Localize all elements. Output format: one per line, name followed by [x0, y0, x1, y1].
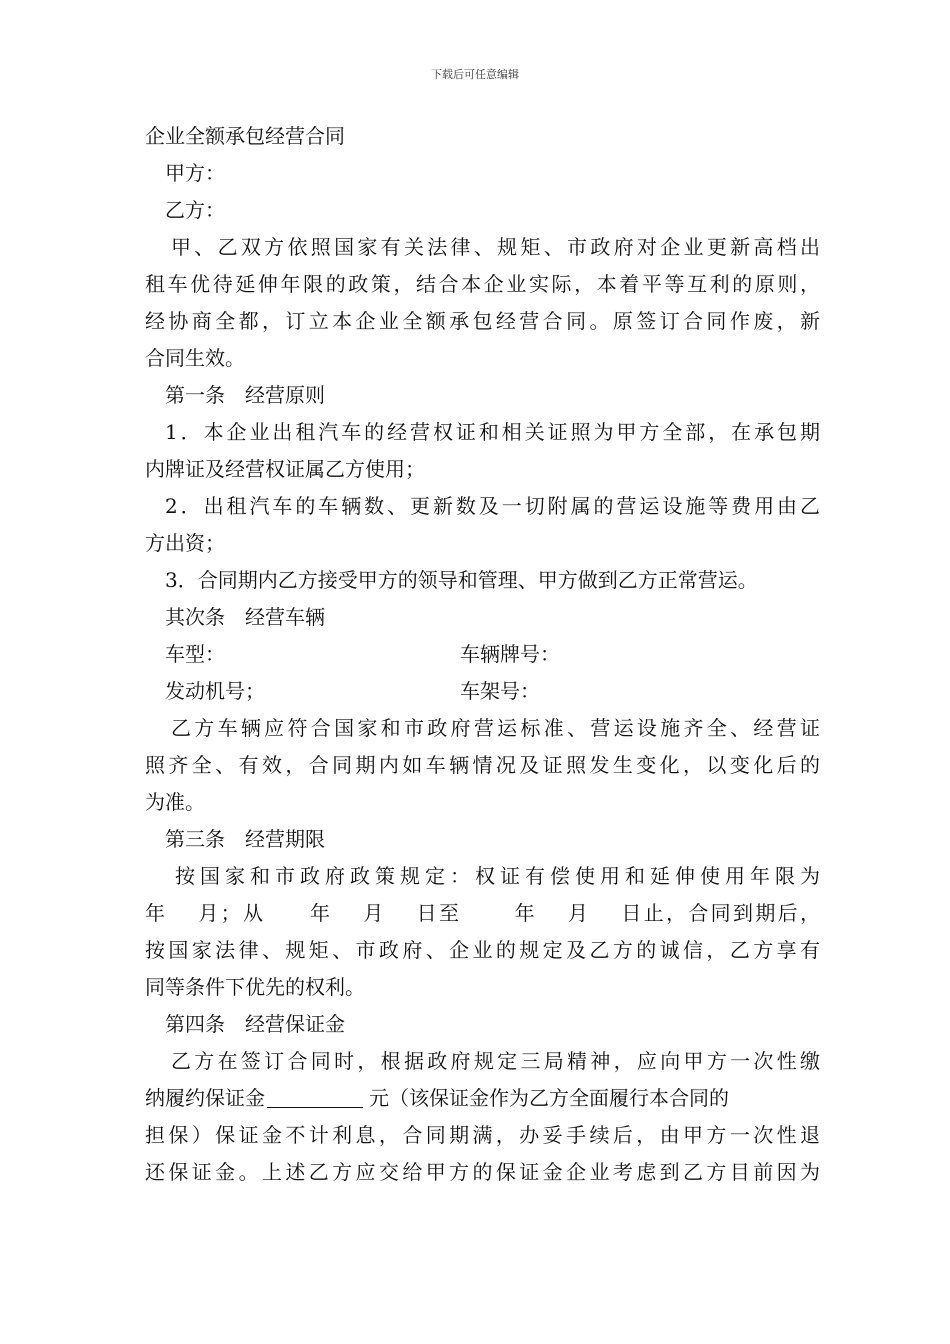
article-1-item: 方出资； — [145, 531, 225, 555]
deposit-amount-blank — [267, 1085, 363, 1108]
article-1-item: 1．本企业出租汽车的经营权证和相关证照为甲方全部，在承包期 — [165, 420, 820, 444]
article-3-body: 同等条件下优先的权利。 — [145, 975, 365, 999]
document-title: 企业全额承包经营合同 — [145, 124, 345, 148]
article-3-heading: 第三条 经营期限 — [165, 827, 325, 851]
article-3-body: 按国家法律、规矩、市政府、企业的规定及乙方的诚信，乙方享有 — [145, 938, 820, 962]
party-a-label: 甲方： — [165, 161, 225, 185]
article-4-body: 担保）保证金不计利息，合同期满，办妥手续后，由甲方一次性退 — [145, 1123, 820, 1147]
intro-line: 甲、乙双方依照国家有关法律、规矩、市政府对企业更新高档出 — [171, 235, 820, 259]
article-1-item: 2．出租汽车的车辆数、更新数及一切附属的营运设施等费用由乙 — [165, 494, 820, 518]
article-2-body: 照齐全、有效，合同期内如车辆情况及证照发生变化，以变化后的 — [145, 753, 820, 777]
article-1-heading: 第一条 经营原则 — [165, 383, 325, 407]
intro-line: 经协商全都，订立本企业全额承包经营合同。原签订合同作废，新 — [145, 309, 820, 333]
article-2-body: 为准。 — [145, 790, 205, 814]
deposit-label: 纳履约保证金 — [145, 1086, 265, 1110]
intro-line: 合同生效。 — [145, 346, 245, 370]
vehicle-fields-row — [145, 636, 820, 673]
article-3-body: 按国家和市政府政策规定：权证有偿使用和延伸使用年限为 — [175, 864, 820, 888]
party-b-label: 乙方： — [165, 198, 225, 222]
article-1-item: 内牌证及经营权证属乙方使用； — [145, 457, 425, 481]
page-header: 下载后可任意编辑 — [431, 68, 519, 81]
article-3-body: 年 月；从 年 月 日至 年 月 日止，合同到期后， — [145, 901, 820, 925]
article-4-heading: 第四条 经营保证金 — [165, 1012, 345, 1036]
article-4-body — [145, 1080, 820, 1117]
intro-line: 租车优待延伸年限的政策，结合本企业实际，本着平等互利的原则， — [145, 272, 820, 296]
car-model-label: 车型： — [165, 642, 225, 666]
article-2-heading: 其次条 经营车辆 — [165, 605, 325, 629]
article-4-body: 乙方在签订合同时，根据政府规定三局精神，应向甲方一次性缴 — [171, 1049, 820, 1073]
vehicle-fields-row — [145, 673, 820, 710]
article-4-body: 还保证金。上述乙方应交给甲方的保证金企业考虑到乙方目前因为 — [145, 1160, 820, 1184]
frame-number-label: 车架号： — [460, 679, 540, 703]
article-1-item: 3．合同期内乙方接受甲方的领导和管理、甲方做到乙方正常营运。 — [165, 568, 758, 592]
deposit-clause: 元（该保证金作为乙方全面履行本合同的 — [369, 1086, 729, 1110]
plate-number-label: 车辆牌号： — [460, 642, 560, 666]
engine-number-label: 发动机号； — [165, 679, 265, 703]
article-2-body: 乙方车辆应符合国家和市政府营运标准、营运设施齐全、经营证 — [171, 716, 820, 740]
contract-body — [145, 118, 820, 1191]
